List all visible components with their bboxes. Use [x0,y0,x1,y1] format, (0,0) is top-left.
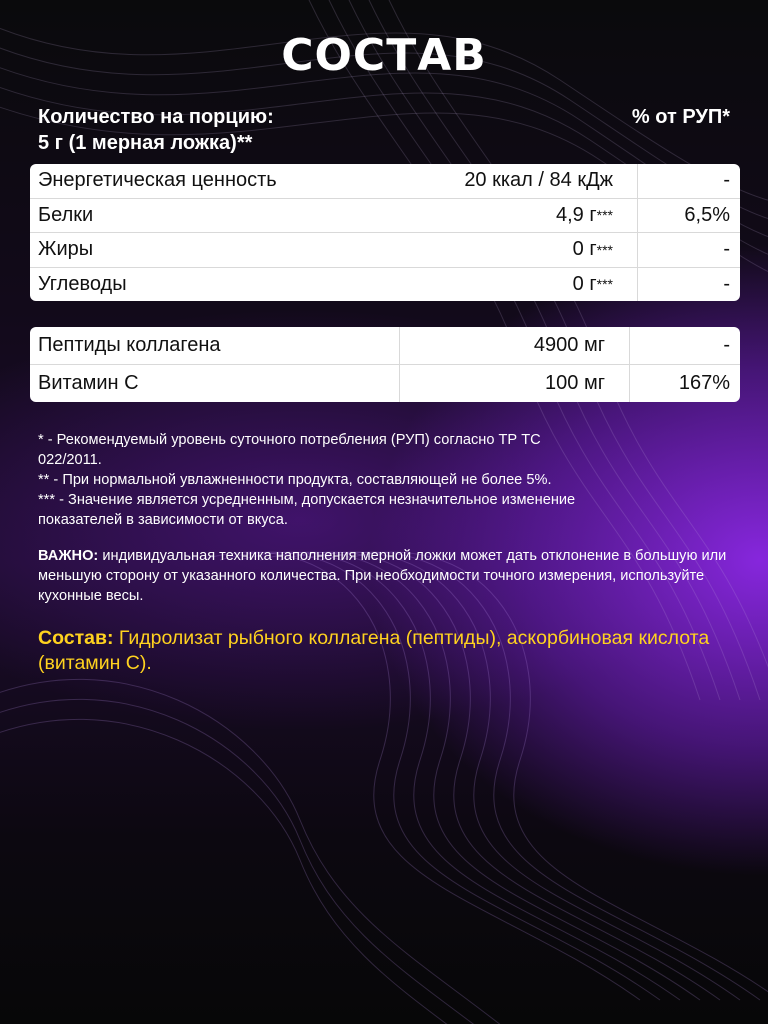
important-text: индивидуальная техника наполнения мерной ложки может дать отклонение в большую или меньшую сторону от указанного количества. При необходимости точного измерения, используйте кухонные весы. [38,548,727,604]
footnote-line: *** - Значение является усредненным, допускается незначительное изменение [38,492,576,508]
table-row [30,233,740,268]
nutrient-value: 4,9 г *** [400,199,638,233]
table-row [30,268,740,302]
ingredient-name: Пептиды коллагена [30,327,400,364]
nutrition-table [30,164,740,301]
footnotes [38,430,728,530]
nutrient-name: Белки [38,203,94,226]
footnote-line: * - Рекомендуемый уровень суточного потребления (РУП) согласно ТР ТС [38,432,541,448]
ingredient-value: 4900 мг [400,327,630,364]
nutrient-value: 0 г *** [400,268,638,302]
nutrient-percent: - [723,238,730,261]
nutrient-name: Углеводы [38,272,127,295]
nutrient-percent: - [723,169,730,192]
composition-text: Гидролизат рыбного коллагена (пептиды), аскорбиновая кислота (витамин С). [38,627,710,674]
nutrient-name: Энергетическая ценность [38,169,277,192]
serving-label: Количество на порцию: [38,106,274,128]
table-row [30,365,740,402]
serving-info [38,104,274,156]
nutrient-value: 0 г *** [400,233,638,267]
page-title: СОСТАВ [281,30,487,81]
important-label: ВАЖНО: [38,548,99,564]
important-note [38,546,728,606]
table-row [30,199,740,234]
footnote-line: показателей в зависимости от вкуса. [38,512,288,528]
ingredient-table [30,327,740,402]
footnote-line: ** - При нормальной увлажненности продукта, составляющей не более 5%. [38,472,552,488]
nutrient-percent: - [723,272,730,295]
rup-percent-header: % от РУП* [631,106,730,128]
table-row [30,327,740,365]
ingredient-percent: 167% [678,372,730,394]
composition-note [38,626,738,676]
nutrient-name: Жиры [38,238,94,261]
footnote-line: 022/2011. [38,452,102,468]
composition-label: Состав: [38,627,114,649]
nutrient-percent: 6,5% [684,203,730,226]
nutrient-value: 20 ккал / 84 кДж [400,164,638,198]
ingredient-value: 100 мг [400,365,630,402]
ingredient-name: Витамин С [30,365,400,402]
serving-size: 5 г (1 мерная ложка)** [38,132,253,154]
table-row [30,164,740,199]
ingredient-percent: - [723,334,730,356]
